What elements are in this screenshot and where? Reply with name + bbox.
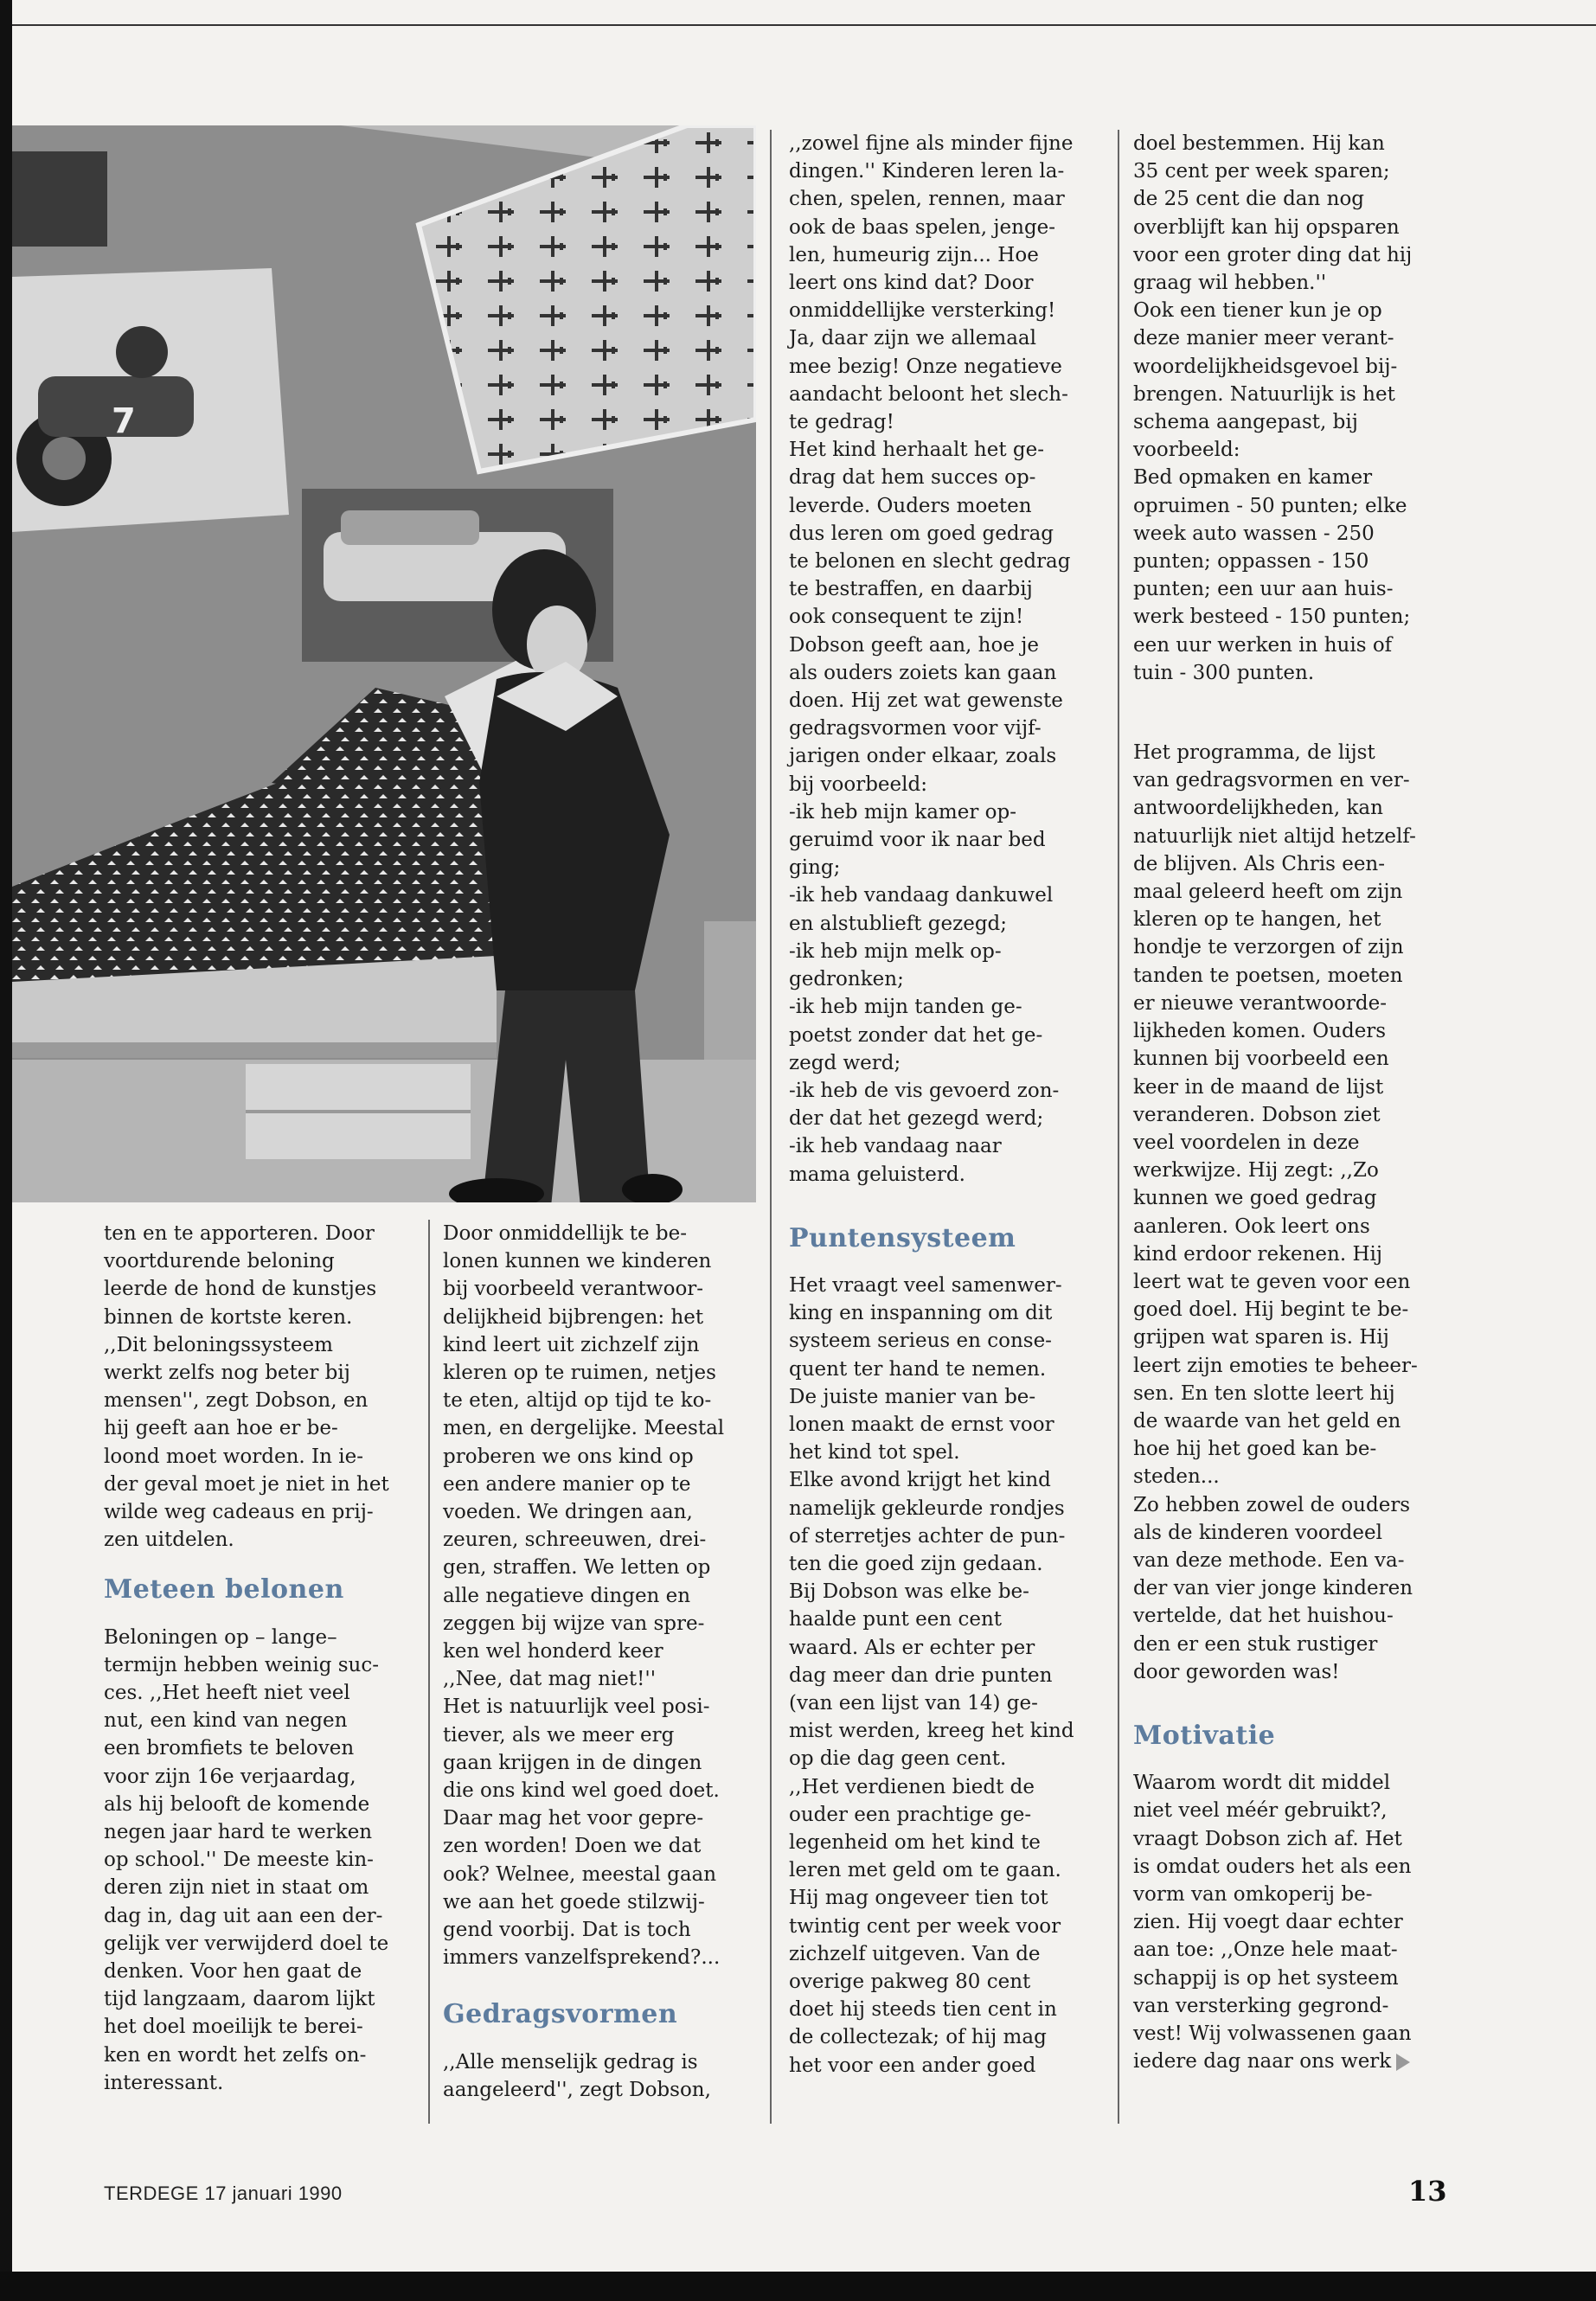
text-line: een uur werken in huis of [1133, 633, 1393, 657]
text-line: loond moet worden. In ie- [104, 1445, 363, 1468]
text-line: voortdurende beloning [104, 1250, 335, 1273]
page-number: 13 [1408, 2175, 1447, 2208]
col4b-lines [1133, 739, 1445, 1686]
text-line: zichzelf uitgeven. Van de [789, 1942, 1041, 1965]
text-line: ouder een prachtige ge- [789, 1803, 1032, 1826]
text-line: vraagt Dobson zich af. Het [1133, 1827, 1402, 1850]
text-line: hoe hij het goed kan be- [1133, 1438, 1377, 1461]
text-line: leverde. Ouders moeten [789, 494, 1032, 517]
text-line: overige pakweg 80 cent [789, 1971, 1031, 1993]
col2-lines [443, 1220, 746, 1971]
text-line: keer in de maand de lijst [1133, 1075, 1384, 1099]
text-line: hondje te verzorgen of zijn [1133, 936, 1404, 959]
text-line: legenheid om het kind te [789, 1830, 1041, 1854]
text-line: de blijven. Als Chris een- [1133, 852, 1386, 875]
text-line: systeem serieus en conse- [789, 1330, 1052, 1353]
column-4 [1133, 130, 1445, 2075]
col3-lines [789, 130, 1100, 1189]
col3b-lines [789, 1272, 1100, 2080]
photo-illustration [12, 125, 756, 1202]
text-line: leerde de hond de kunstjes [104, 1278, 377, 1301]
text-line: 35 cent per week sparen; [1133, 160, 1390, 183]
text-line: het voor een ander goed [789, 2054, 1036, 2077]
text-line: deze manier meer verant- [1133, 327, 1394, 350]
text-line: Ja, daar zijn we allemaal [789, 327, 1036, 350]
text-line: van deze methode. Een va- [1133, 1548, 1405, 1572]
text-line: ken wel honderd keer [443, 1640, 663, 1663]
text-line: voor een groter ding dat hij [1133, 243, 1413, 266]
text-line: het kind tot spel. [789, 1441, 960, 1465]
text-line: -ik heb vandaag dankuwel [789, 884, 1054, 907]
text-line: ook de baas spelen, jenge- [789, 215, 1056, 239]
text-line: tuin - 300 punten. [1133, 661, 1315, 684]
column-rule-2 [770, 130, 772, 2124]
heading-motivatie: Motivatie [1133, 1720, 1276, 1751]
text-line: voorbeeld: [1133, 439, 1240, 462]
text-line: van versterking gegrond- [1133, 1994, 1389, 2017]
text-line: schappij is op het systeem [1133, 1966, 1399, 1990]
text-line: Ook een tiener kun je op [1133, 299, 1382, 323]
text-line: leren met geld om te gaan. [789, 1859, 1061, 1882]
text-line: schema aangepast, bij [1133, 411, 1358, 434]
text-line: de collectezak; of hij mag [789, 2026, 1047, 2049]
text-line: Hij mag ongeveer tien tot [789, 1887, 1048, 1910]
text-line: De juiste manier van be- [789, 1385, 1036, 1408]
text-line: Het is natuurlijk veel posi- [443, 1695, 710, 1719]
text-line: of sterretjes achter de pun- [789, 1524, 1066, 1548]
text-line: doet hij steeds tien cent in [789, 1998, 1057, 2022]
text-line: vest! Wij volwassenen gaan [1133, 2022, 1412, 2045]
text-line: -ik heb mijn tanden ge- [789, 996, 1022, 1019]
text-line: ten en te apporteren. Door [104, 1222, 375, 1245]
text-line: delijkheid bijbrengen: het [443, 1305, 704, 1329]
text-line: werkt zelfs nog beter bij [104, 1362, 350, 1385]
text-line: bij voorbeeld: [789, 772, 927, 796]
text-line: ces. ,,Het heeft niet veel [104, 1682, 350, 1705]
text-line: der geval moet je niet in het [104, 1472, 389, 1496]
text-line: jarigen onder elkaar, zoals [789, 745, 1057, 768]
text-line: dag in, dag uit aan een der- [104, 1904, 383, 1927]
text-line: wilde weg cadeaus en prij- [104, 1501, 374, 1524]
text-line: werk besteed - 150 punten; [1133, 606, 1411, 629]
text-line: zeggen bij wijze van spre- [443, 1612, 705, 1635]
text-line: men, en dergelijke. Meestal [443, 1417, 725, 1440]
article-photo [12, 125, 756, 1202]
text-line: drag dat hem succes op- [789, 466, 1036, 490]
text-line: voeden. We dringen aan, [443, 1501, 693, 1524]
text-line: onmiddellijke versterking! [789, 299, 1056, 323]
text-line: er nieuwe verantwoorde- [1133, 991, 1387, 1015]
text-line: twintig cent per week voor [789, 1914, 1061, 1938]
text-line: immers vanzelfsprekend?... [443, 1946, 721, 1970]
text-line: king en inspanning om dit [789, 1302, 1053, 1325]
text-line: interessant. [104, 2071, 224, 2094]
text-line: als ouders zoiets kan gaan [789, 661, 1057, 684]
text-line: ,,Nee, dat mag niet!'' [443, 1668, 657, 1691]
text-line: de waarde van het geld en [1133, 1409, 1401, 1433]
text-line: gedragsvormen voor vijf- [789, 717, 1042, 740]
text-line: bij voorbeeld verantwoor- [443, 1278, 704, 1301]
text-line: kunnen we goed gedrag [1133, 1187, 1377, 1210]
text-line: aan toe: ,,Onze hele maat- [1133, 1939, 1398, 1962]
text-line: graag wil hebben.'' [1133, 272, 1327, 295]
text-line: gelijk ver verwijderd doel te [104, 1932, 389, 1955]
text-line: te belonen en slecht gedrag [789, 550, 1071, 574]
text-line: der dat het gezegd werd; [789, 1107, 1044, 1131]
continued-arrow-icon [1396, 2054, 1410, 2071]
text-line: Elke avond krijgt het kind [789, 1469, 1051, 1492]
text-line: punten; oppassen - 150 [1133, 550, 1369, 574]
text-line: poetst zonder dat het ge- [789, 1023, 1043, 1047]
text-line: brengen. Natuurlijk is het [1133, 382, 1395, 406]
text-line: week auto wassen - 250 [1133, 522, 1375, 545]
heading-meteen-belonen: Meteen belonen [104, 1574, 344, 1606]
text-line: vorm van omkoperij be- [1133, 1882, 1373, 1906]
text-line: voor zijn 16e verjaardag, [104, 1765, 356, 1788]
text-line: natuurlijk niet altijd hetzelf- [1133, 824, 1416, 848]
text-line: haalde punt een cent [789, 1608, 1003, 1631]
text-line: chen, spelen, rennen, maar [789, 188, 1065, 211]
text-line: gedronken; [789, 968, 904, 991]
text-line: grijpen wat sparen is. Hij [1133, 1326, 1389, 1349]
text-line: hij geeft aan hoe er be- [104, 1417, 338, 1440]
text-line: steden... [1133, 1465, 1220, 1489]
text-line: Het kind herhaalt het ge- [789, 439, 1045, 462]
text-line: die ons kind wel goed doet. [443, 1779, 720, 1803]
text-line: ,,Het verdienen biedt de [789, 1775, 1035, 1798]
text-line: ,,Dit beloningssysteem [104, 1333, 333, 1356]
text-line: namelijk gekleurde rondjes [789, 1497, 1065, 1520]
text-line: waard. Als er echter per [789, 1636, 1035, 1659]
text-line: gen, straffen. We letten op [443, 1556, 711, 1580]
text-line: mama geluisterd. [789, 1163, 965, 1186]
text-line: te gedrag! [789, 411, 894, 434]
text-line: kind erdoor rekenen. Hij [1133, 1242, 1383, 1266]
text-line: een andere manier op te [443, 1472, 691, 1496]
text-line: tiever, als we meer erg [443, 1723, 675, 1747]
text-line: leert zijn emoties te beheer- [1133, 1354, 1418, 1377]
text-line: Waarom wordt dit middel [1133, 1772, 1391, 1795]
text-line: zen uitdelen. [104, 1529, 234, 1552]
text-line: van gedragsvormen en ver- [1133, 769, 1410, 792]
text-line: negen jaar hard te werken [104, 1821, 373, 1844]
text-line: werkwijze. Hij zegt: ,,Zo [1133, 1159, 1379, 1183]
text-line: mensen'', zegt Dobson, en [104, 1389, 369, 1413]
col1b-lines [104, 1624, 407, 2097]
column-2 [443, 1220, 746, 2104]
column-rule-3 [1118, 130, 1119, 2124]
text-line: dingen.'' Kinderen leren la- [789, 160, 1065, 183]
text-line: gend voorbij. Dat is toch [443, 1919, 691, 1942]
text-line: Het vraagt veel samenwer- [789, 1273, 1062, 1297]
text-line: ten die goed zijn gedaan. [789, 1552, 1043, 1575]
text-line: veel voordelen in deze [1133, 1131, 1360, 1154]
text-line: goed doel. Hij begint te be- [1133, 1298, 1409, 1322]
text-line: lonen kunnen we kinderen [443, 1250, 712, 1273]
text-line: we aan het goede stilzwij- [443, 1890, 705, 1913]
text-line: zen worden! Doen we dat [443, 1835, 702, 1858]
text-line: denken. Voor hen gaat de [104, 1960, 362, 1984]
text-line: dus leren om goed gedrag [789, 522, 1054, 545]
text-line: veranderen. Dobson ziet [1133, 1103, 1381, 1126]
column-1 [104, 1220, 407, 2097]
col4-lines [1133, 130, 1445, 687]
text-line: ,,zowel fijne als minder fijne [789, 132, 1074, 155]
text-line: is omdat ouders het als een [1133, 1855, 1412, 1878]
text-line: len, humeurig zijn... Hoe [789, 243, 1039, 266]
text-line: quent ter hand te nemen. [789, 1357, 1047, 1381]
text-line: zegd werd; [789, 1051, 901, 1074]
column-3 [789, 130, 1100, 2080]
text-line: Daar mag het voor gepre- [443, 1807, 704, 1830]
footer-publication: TERDEGE 17 januari 1990 [104, 2182, 343, 2204]
col4c-lines [1133, 1769, 1445, 2075]
text-line: Het programma, de lijst [1133, 741, 1375, 765]
text-line: binnen de kortste keren. [104, 1305, 353, 1329]
text-line: tanden te poetsen, moeten [1133, 964, 1403, 987]
column-rule-1 [428, 1220, 430, 2124]
text-line: Bij Dobson was elke be- [789, 1580, 1029, 1604]
text-line: lijkheden komen. Ouders [1133, 1020, 1387, 1043]
text-line: mee bezig! Onze negatieve [789, 355, 1062, 378]
text-line: ken en wordt het zelfs on- [104, 2043, 367, 2067]
text-line: vertelde, dat het huishou- [1133, 1605, 1394, 1628]
text-line: dag meer dan drie punten [789, 1663, 1053, 1687]
text-line: ging; [789, 856, 841, 880]
text-line: gaan krijgen in de dingen [443, 1751, 702, 1774]
text-line: ook consequent te zijn! [789, 606, 1024, 629]
text-line: als de kinderen voordeel [1133, 1521, 1382, 1544]
text-line: leert wat te geven voor een [1133, 1270, 1411, 1293]
text-line: geruimd voor ik naar bed [789, 829, 1046, 852]
text-line: lonen maakt de ernst voor [789, 1413, 1054, 1436]
text-line: opruimen - 50 punten; elke [1133, 494, 1407, 517]
text-line: op school.'' De meeste kin- [104, 1849, 374, 1872]
text-line: -ik heb mijn melk op- [789, 939, 1002, 963]
text-line: niet veel méér gebruikt?, [1133, 1799, 1388, 1823]
text-line: op die dag geen cent. [789, 1747, 1007, 1771]
text-line: (van een lijst van 14) ge- [789, 1691, 1038, 1715]
text-line: Dobson geeft aan, hoe je [789, 633, 1039, 657]
col2b-lines [443, 2048, 746, 2104]
top-rule [12, 24, 1596, 26]
text-line: zien. Hij voegt daar echter [1133, 1911, 1403, 1934]
text-line: ook? Welnee, meestal gaan [443, 1862, 717, 1886]
heading-puntensysteem: Puntensysteem [789, 1222, 1016, 1253]
col1-lines [104, 1220, 407, 1554]
text-line: maal geleerd heeft om zijn [1133, 881, 1403, 904]
text-line: en alstublieft gezegd; [789, 912, 1008, 935]
text-line: Door onmiddellijk te be- [443, 1222, 688, 1245]
text-line: als hij belooft de komende [104, 1792, 370, 1816]
text-line: te bestraffen, en daarbij [789, 578, 1033, 601]
text-line: -ik heb de vis gevoerd zon- [789, 1079, 1060, 1102]
text-line: doel bestemmen. Hij kan [1133, 132, 1385, 155]
text-line: het doel moeilijk te berei- [104, 2016, 363, 2039]
text-line: Zo hebben zowel de ouders [1133, 1493, 1411, 1516]
text-line: -ik heb mijn kamer op- [789, 800, 1016, 824]
page-bottom-edge [0, 2272, 1596, 2301]
text-line: zeuren, schreeuwen, drei- [443, 1529, 707, 1552]
text-line: Beloningen op – lange– [104, 1625, 337, 1649]
text-line: punten; een uur aan huis- [1133, 578, 1394, 601]
page-binding-edge [0, 0, 12, 2301]
text-line: kunnen bij voorbeeld een [1133, 1048, 1389, 1071]
text-line: doen. Hij zet wat gewenste [789, 689, 1063, 713]
text-line: iedere dag naar ons werk [1133, 2048, 1445, 2075]
text-line: proberen we ons kind op [443, 1445, 694, 1468]
text-line: den er een stuk rustiger [1133, 1632, 1378, 1656]
text-line: nut, een kind van negen [104, 1709, 348, 1733]
text-line: door geworden was! [1133, 1660, 1340, 1683]
text-line: deren zijn niet in staat om [104, 1876, 369, 1900]
text-line: kind leert uit zichzelf zijn [443, 1333, 700, 1356]
text-line: antwoordelijkheden, kan [1133, 797, 1383, 820]
text-line: een bromfiets te beloven [104, 1737, 355, 1760]
text-line: sen. En ten slotte leert hij [1133, 1381, 1395, 1405]
text-line: alle negatieve dingen en [443, 1584, 691, 1607]
text-line: Bed opmaken en kamer [1133, 466, 1373, 490]
text-line: aangeleerd'', zegt Dobson, [443, 2078, 711, 2101]
text-line: woordelijkheidsgevoel bij- [1133, 355, 1398, 378]
text-line: aandacht beloont het slech- [789, 382, 1068, 406]
text-line: aanleren. Ook leert ons [1133, 1215, 1370, 1238]
text-line: de 25 cent die dan nog [1133, 188, 1365, 211]
text-line: kleren op te hangen, het [1133, 908, 1381, 932]
text-line: overblijft kan hij opsparen [1133, 215, 1400, 239]
text-line: te eten, altijd op tijd te ko- [443, 1389, 712, 1413]
text-line: der van vier jonge kinderen [1133, 1577, 1413, 1600]
column-4-gap [1133, 687, 1445, 739]
text-line: kleren op te ruimen, netjes [443, 1362, 716, 1385]
text-line: ,,Alle menselijk gedrag is [443, 2050, 698, 2073]
text-line: mist werden, kreeg het kind [789, 1720, 1074, 1743]
heading-gedragsvormen: Gedragsvormen [443, 1999, 678, 2030]
svg-text:7: 7 [112, 401, 136, 441]
text-line: leert ons kind dat? Door [789, 272, 1034, 295]
text-line: -ik heb vandaag naar [789, 1135, 1002, 1158]
text-line: termijn hebben weinig suc- [104, 1653, 380, 1676]
text-line: tijd langzaam, daarom lijkt [104, 1988, 375, 2011]
